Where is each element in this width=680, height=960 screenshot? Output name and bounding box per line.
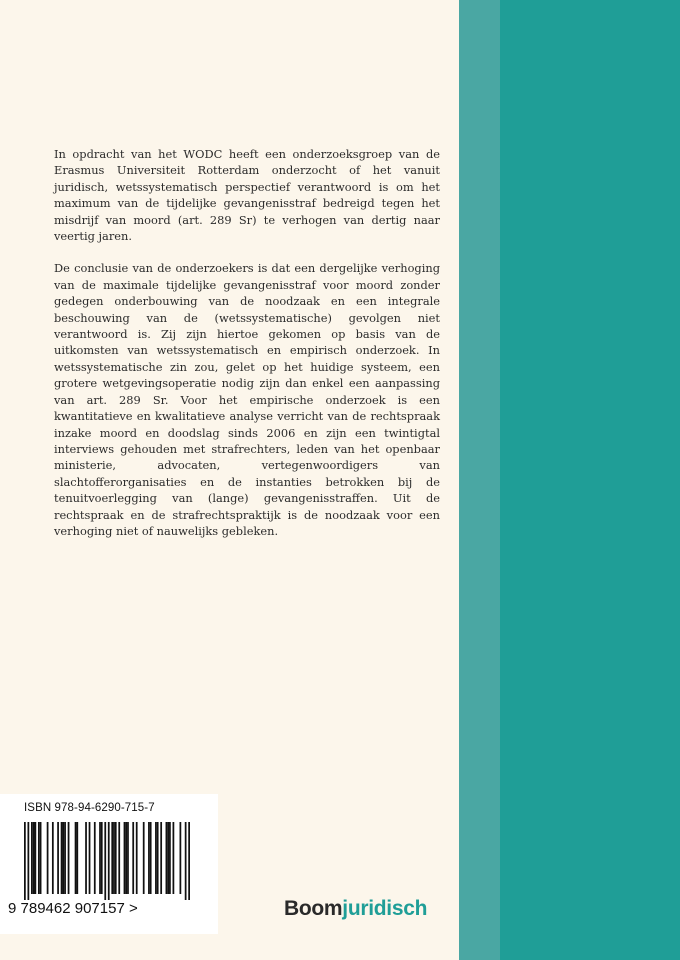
barcode-bar [85, 822, 87, 894]
barcode-bar [113, 822, 115, 894]
barcode-icon [24, 822, 190, 900]
blurb-paragraph-2: De conclusie van de onderzoekers is dat een dergelijke verhoging van de maximale tijdelijke gevangenisstraf voor moord zonder gedegen onderbouwing van de noodzaak en een integrale beschouwing van de (wetssystematische) gevolgen niet verantwoord is. Zij zijn hiertoe gekomen op basis van de uitkomsten van wetssystematisch en empirisch onderzoek. In wetssystematische zin zou, gelet op het huidige systeem, een grotere wetgevingsoperatie nodig zijn dan enkel een aanpassing van art. 289 Sr. Voor het empirische onderzoek is een kwantitatieve en kwalitatieve analyse verricht van de rechtspraak inzake moord en doodslag sinds 2006 en zijn een twintigtal interviews gehouden met strafrechters, leden van het openbaar ministerie, advocaten, vertegenwoordigers van slachtofferorganisaties en de instanties betrokken bij de tenuitvoerlegging van (lange) gevangenisstraffen. Uit de rechtspraak en de strafrechtspraktijk is de noodzaak voor een verhoging niet of nauwelijks gebleken. [54, 261, 440, 538]
barcode-bar [99, 822, 101, 894]
barcode-bar [27, 822, 29, 900]
barcode-bar [62, 822, 64, 894]
barcode-bar [188, 822, 190, 900]
blurb-paragraph-1: In opdracht van het WODC heeft een onderzoeksgroep van de Erasmus Universiteit Rotterdam onderzocht of het vanuit juridisch, wetssystematisch perspectief verantwoord is om het maximum van de tijdelijke gevangenisstraf bedreigd tegen het misdrijf van moord (art. 289 Sr) te verhogen van dertig naar veertig jaren. [54, 147, 440, 244]
barcode-bar [94, 822, 96, 894]
blurb-text [54, 146, 440, 555]
barcode-bar [89, 822, 91, 894]
barcode-bar [64, 822, 66, 894]
publisher-logo-juridisch: juridisch [342, 897, 428, 920]
barcode-bar [173, 822, 175, 894]
barcode-box [0, 794, 218, 934]
barcode-bar [157, 822, 159, 894]
barcode-bar [47, 822, 49, 894]
barcode-bar [143, 822, 145, 894]
barcode-digits: 9 789462 907157 > [8, 900, 138, 917]
barcode-bar [34, 822, 36, 894]
publisher-logo [284, 897, 427, 921]
teal-stripe-light [459, 0, 500, 960]
barcode-bar [155, 822, 157, 894]
barcode-bar [75, 822, 77, 894]
teal-stripe-dark [500, 0, 680, 960]
barcode-bar [169, 822, 171, 894]
barcode-bar [150, 822, 152, 894]
barcode-bar [167, 822, 169, 894]
barcode-bar [108, 822, 110, 900]
barcode-bar [104, 822, 106, 900]
barcode-bar [136, 822, 138, 894]
barcode-bar [33, 822, 35, 894]
isbn-label: ISBN 978-94-6290-715-7 [24, 802, 155, 814]
barcode-bar [76, 822, 78, 894]
barcode-bar [127, 822, 129, 894]
barcode-bar [180, 822, 182, 894]
barcode-bar [185, 822, 187, 900]
barcode-bar [125, 822, 127, 894]
publisher-logo-boom: Boom [284, 897, 343, 920]
barcode-bar [118, 822, 120, 894]
barcode-bar [61, 822, 63, 894]
barcode-bar [132, 822, 134, 894]
barcode-bar [57, 822, 59, 894]
barcode-bar [148, 822, 150, 894]
barcode-bar [31, 822, 33, 894]
barcode-bar [111, 822, 113, 894]
barcode-bar [115, 822, 117, 894]
barcode-bar [160, 822, 162, 894]
barcode-bar [40, 822, 42, 894]
barcode-bar [166, 822, 168, 894]
barcode-bar [124, 822, 126, 894]
barcode-bar [24, 822, 26, 900]
barcode-bar [38, 822, 40, 894]
barcode-bar [68, 822, 70, 894]
barcode-bar [52, 822, 54, 894]
barcode-bar [101, 822, 103, 894]
